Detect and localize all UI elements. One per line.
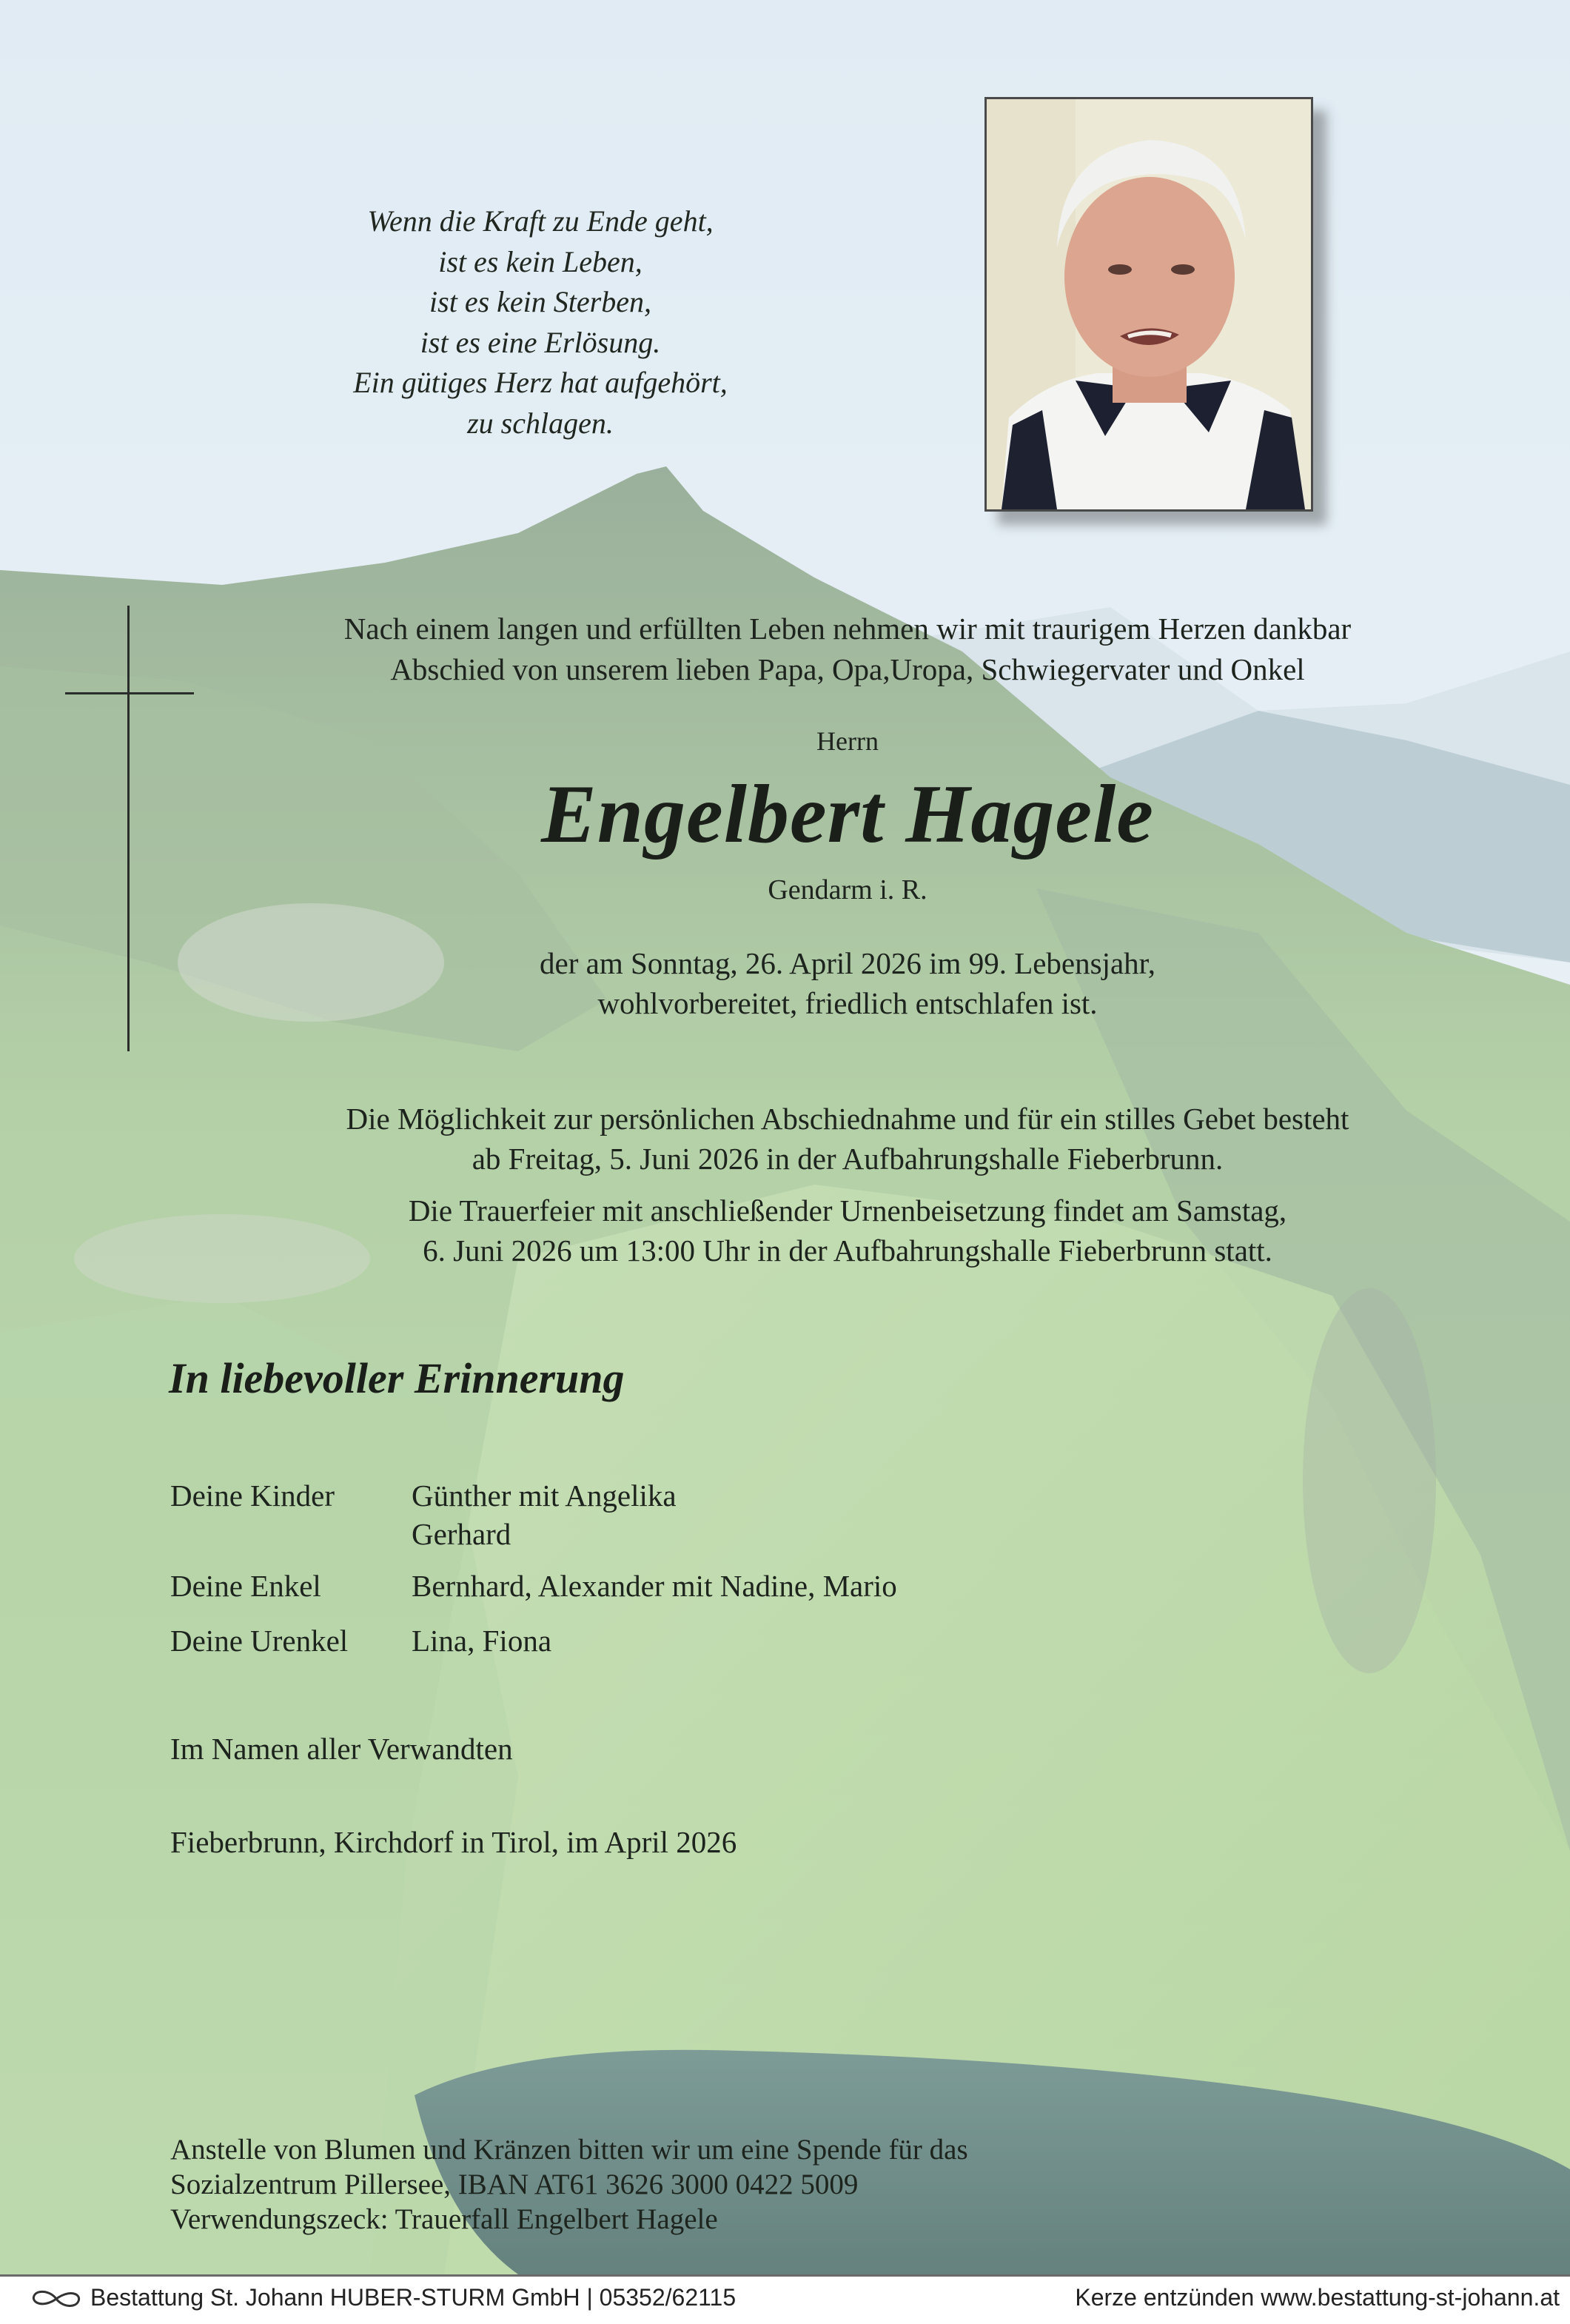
poem-line: zu schlagen. [467, 406, 614, 440]
cross-symbol-vertical [127, 606, 130, 1051]
relative-label: Deine Kinder [170, 1479, 335, 1513]
farewell-info [185, 1099, 1510, 1179]
relative-name: Gerhard [412, 1517, 511, 1551]
funeral-line: Die Trauerfeier mit anschließender Urnenbeisetzung findet am Samstag, [408, 1193, 1287, 1228]
poem-line: ist es kein Leben, [438, 244, 643, 278]
donation-line: Anstelle von Blumen und Kränzen bitten wir um eine Spende für das [170, 2134, 968, 2166]
poem-line: ist es kein Sterben, [429, 285, 651, 318]
relative-name: Lina, Fiona [412, 1624, 552, 1658]
cross-symbol-horizontal [65, 692, 194, 694]
on-behalf-text: Im Namen aller Verwandten [170, 1732, 513, 1766]
poem-line: ist es eine Erlösung. [420, 325, 661, 359]
death-line: der am Sonntag, 26. April 2026 im 99. Lebensjahr, [540, 946, 1155, 980]
poem-line: Ein gütiges Herz hat aufgehört, [353, 366, 728, 399]
poem [244, 201, 836, 443]
donation-line: Sozialzentrum Pillersee, IBAN AT61 3626 3000 0422 5009 [170, 2169, 859, 2200]
relative-name: Bernhard, Alexander mit Nadine, Mario [412, 1569, 897, 1603]
poem-line: Wenn die Kraft zu Ende geht, [367, 204, 714, 238]
relative-name: Günther mit Angelika [412, 1479, 677, 1513]
footer-bar [0, 2274, 1570, 2324]
funeral-line: 6. Juni 2026 um 13:00 Uhr in der Aufbahrungshalle Fieberbrunn statt. [423, 1233, 1272, 1268]
deceased-name: Engelbert Hagele [541, 768, 1154, 860]
death-notice [370, 943, 1325, 1023]
death-line: wohlvorbereitet, friedlich entschlafen ist. [597, 986, 1098, 1020]
intro-line: Nach einem langen und erfüllten Leben nehmen wir mit traurigem Herzen dankbar [343, 612, 1352, 646]
relative-names [412, 1621, 551, 1660]
funeral-info [185, 1191, 1510, 1270]
footer-candle-link[interactable]: Kerze entzünden www.bestattung-st-johann.at [1075, 2284, 1560, 2311]
relative-names [412, 1567, 897, 1605]
salutation: Herrn [816, 726, 879, 756]
portrait-image [987, 99, 1311, 509]
relative-label: Deine Enkel [170, 1569, 321, 1603]
intro-text [222, 609, 1473, 690]
place-date: Fieberbrunn, Kirchdorf in Tirol, im April 2026 [170, 1825, 737, 1859]
relative-names [412, 1476, 677, 1553]
farewell-line: ab Freitag, 5. Juni 2026 in der Aufbahrungshalle Fieberbrunn. [472, 1142, 1224, 1176]
donation-request [170, 2132, 968, 2237]
farewell-line: Die Möglichkeit zur persönlichen Abschiednahme und für ein stilles Gebet besteht [346, 1102, 1349, 1136]
deceased-rank: Gendarm i. R. [768, 874, 927, 905]
infinity-logo-icon [28, 2286, 84, 2311]
footer-divider [0, 2274, 1570, 2277]
relative-label: Deine Urenkel [170, 1624, 349, 1658]
donation-line: Verwendungszeck: Trauerfall Engelbert Hagele [170, 2203, 718, 2235]
intro-line: Abschied von unserem lieben Papa, Opa,Uropa, Schwiegervater und Onkel [390, 652, 1305, 686]
footer-company: Bestattung St. Johann HUBER-STURM GmbH | 05352/62115 [90, 2284, 737, 2311]
portrait-photo [984, 97, 1313, 512]
memory-heading: In liebevoller Erinnerung [169, 1354, 625, 1402]
